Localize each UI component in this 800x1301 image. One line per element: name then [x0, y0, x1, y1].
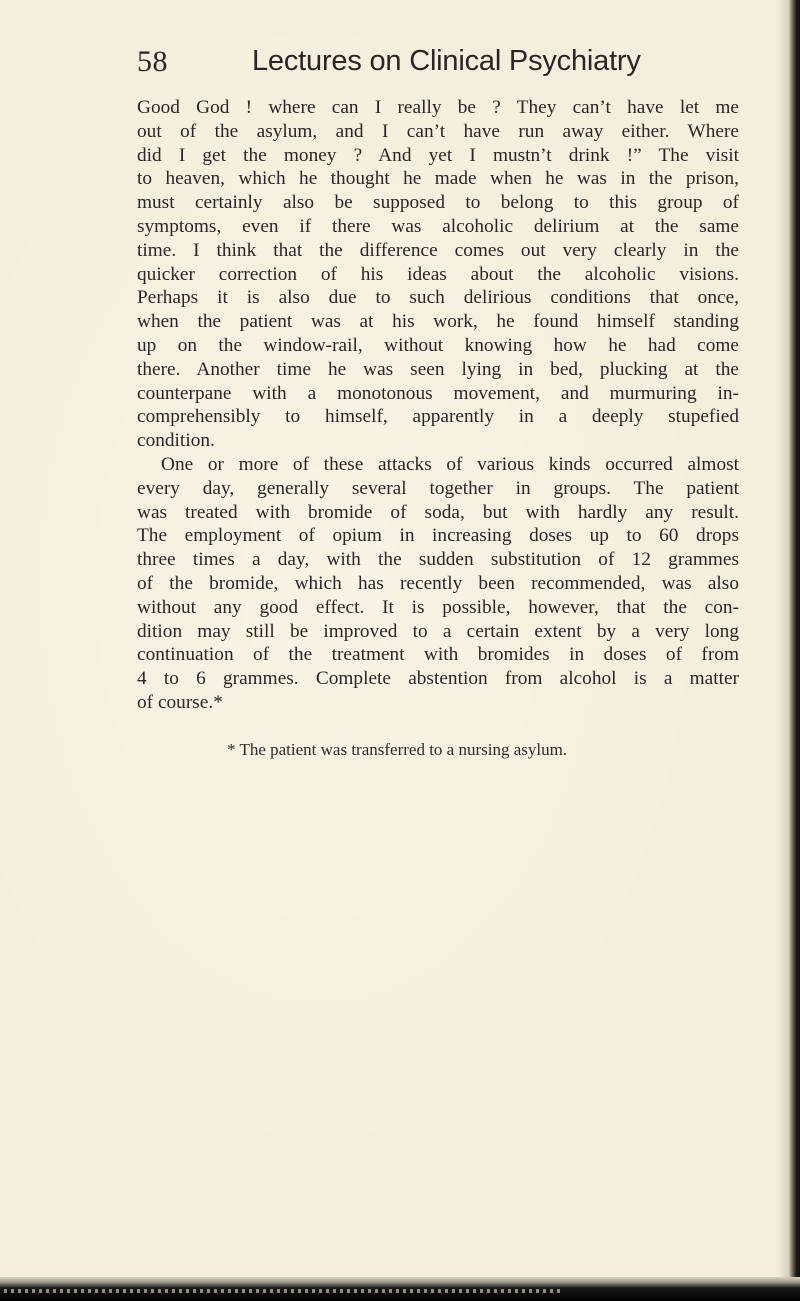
text-line: dition may still be improved to a certain extent by a very long	[137, 620, 739, 642]
text-line: of course.*	[137, 691, 223, 713]
page-header	[135, 45, 735, 95]
text-line: One or more of these attacks of various kinds occurred almost	[161, 453, 739, 475]
text-line: when the patient was at his work, he found himself standing	[137, 311, 739, 333]
bottom-edge-pattern	[0, 1289, 560, 1293]
running-head: Lectures on Clinical Psychiatry	[252, 45, 641, 77]
text-line: to heaven, which he thought he made when he was in the prison,	[137, 168, 739, 190]
text-line: there. Another time he was seen lying in bed, plucking at the	[137, 358, 739, 380]
text-line: was treated with bromide of soda, but with hardly any result.	[137, 501, 739, 523]
text-line: continuation of the treatment with bromides in doses of from	[137, 644, 739, 666]
text-line: symptoms, even if there was alcoholic delirium at the same	[137, 215, 739, 237]
text-line: counterpane with a monotonous movement, and murmuring in-	[137, 382, 739, 404]
text-line: without any good effect. It is possible, however, that the con-	[137, 596, 739, 618]
text-line: Perhaps it is also due to such delirious conditions that once,	[137, 287, 739, 309]
text-line: quicker correction of his ideas about the alcoholic visions.	[137, 263, 739, 285]
text-line: must certainly also be supposed to belong to this group of	[137, 192, 739, 214]
text-line: every day, generally several together in groups. The patient	[137, 477, 739, 499]
page-edge-shadow-right	[788, 0, 800, 1301]
text-line: time. I think that the difference comes out very clearly in the	[137, 239, 739, 261]
paragraph-1	[137, 96, 739, 453]
text-line: Good God ! where can I really be ? They can’t have let me	[137, 97, 739, 118]
text-line: The employment of opium in increasing doses up to 60 drops	[137, 525, 739, 547]
text-line: 4 to 6 grammes. Complete abstention from alcohol is a matter	[137, 668, 739, 690]
text-line: comprehensibly to himself, apparently in a deeply stupefied	[137, 406, 739, 428]
text-line: did I get the money ? And yet I mustn’t drink !” The visit	[137, 144, 739, 166]
footnote: * The patient was transferred to a nursing asylum.	[227, 740, 568, 759]
text-line: up on the window-rail, without knowing how he had come	[137, 334, 739, 356]
paragraph-2	[137, 453, 739, 715]
text-line: three times a day, with the sudden substitution of 12 grammes	[137, 549, 739, 571]
body-text	[137, 96, 739, 715]
text-line: out of the asylum, and I can’t have run away either. Where	[137, 120, 739, 142]
text-line: of the bromide, which has recently been recommended, was also	[137, 572, 739, 594]
page-number: 58	[137, 45, 168, 78]
text-line: condition.	[137, 430, 215, 452]
